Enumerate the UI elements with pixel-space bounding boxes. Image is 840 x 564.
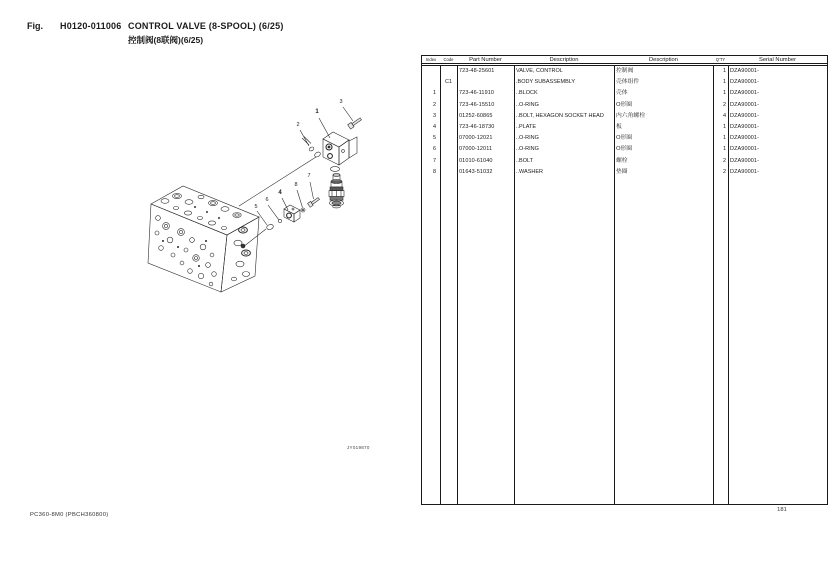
callout-6: 6: [265, 197, 269, 203]
cell-serial: DZA90001-: [730, 123, 760, 130]
cell-description-cn: 内六角螺栓: [616, 112, 645, 119]
header-description-cn: Description: [649, 56, 678, 63]
relief-valve-part: [329, 174, 344, 208]
cell-index: 7: [432, 157, 436, 164]
cell-serial: DZA90001-: [730, 146, 760, 153]
header-index: Index: [425, 57, 437, 62]
valve-artwork: [140, 85, 390, 300]
cell-description-en: ..BLOCK: [516, 90, 538, 97]
cell-part-number: 723-48-25601: [459, 68, 495, 74]
cell-code: [440, 88, 457, 99]
exploded-view-diagram: [140, 85, 390, 300]
cell-description-cn: O形圈: [616, 146, 633, 153]
o-ring-5-part: [266, 224, 274, 231]
cell-serial: DZA90001-: [730, 112, 760, 119]
table-row: [422, 66, 827, 77]
fig-number: H0120-011006: [60, 21, 122, 31]
cell-index: 4: [432, 123, 436, 130]
table-header: [422, 56, 827, 66]
header-qty: Q'TY: [715, 57, 726, 62]
cell-description-cn: O形圈: [616, 101, 633, 108]
cell-description-cn: 壳体: [616, 90, 628, 97]
cell-description-cn: 螺栓: [616, 157, 628, 164]
figure-title-en: CONTROL VALVE (8-SPOOL) (6/25): [128, 21, 284, 31]
body-subassembly-part: [323, 132, 357, 165]
cell-qty: 2: [722, 168, 726, 175]
cell-description-en: ..BOLT, HEXAGON SOCKET HEAD: [516, 112, 604, 119]
cell-part-number: 07000-12021: [459, 135, 493, 142]
cell-code: [440, 100, 457, 111]
cell-description-en: ..O-RING: [516, 146, 539, 153]
cell-description-cn: O形圈: [616, 135, 633, 142]
cell-part-number: 723-46-15510: [459, 101, 495, 108]
cell-serial: DZA90001-: [730, 157, 760, 164]
cell-code: [440, 111, 457, 122]
table-row: [422, 167, 827, 178]
cell-description-en: ..WASHER: [516, 168, 543, 175]
cell-description-cn: 垫圈: [616, 168, 628, 175]
figure-title-cn: 控制阀(8联阀)(6/25): [128, 35, 204, 45]
washer-8-part: [301, 208, 305, 212]
cell-index: 6: [432, 146, 436, 153]
cell-description-en: ..BOLT: [516, 157, 534, 164]
cell-code: [440, 122, 457, 133]
pin-o-rings-2-part: [302, 137, 321, 158]
cell-serial: DZA90001-: [730, 79, 760, 86]
cell-index: 1: [432, 90, 436, 97]
callout-8: 8: [294, 182, 298, 188]
callout-5: 5: [254, 204, 258, 210]
header-serial-number: Serial Number: [758, 56, 797, 63]
callout-3: 3: [339, 99, 343, 105]
cell-qty: 1: [722, 68, 726, 74]
cell-description-en: VALVE, CONTROL: [516, 68, 563, 74]
callout-1: 1: [315, 109, 319, 115]
cell-part-number: 723-46-11910: [459, 90, 495, 97]
bolt-3-part: [348, 117, 363, 129]
cell-description-cn: 板: [616, 123, 622, 130]
cell-part-number: [457, 77, 514, 88]
drawing-code: JY019870: [347, 445, 370, 450]
cell-serial: DZA90001-: [730, 135, 760, 142]
axis-line-upper: [239, 157, 316, 206]
cell-qty: 1: [722, 90, 726, 97]
cell-description-en: ..O-RING: [516, 135, 539, 142]
cell-index: 3: [432, 112, 436, 119]
cell-code: [440, 167, 457, 178]
cell-qty: 1: [722, 123, 726, 130]
cell-part-number: 01252-60865: [459, 112, 493, 119]
table-row: [422, 156, 827, 167]
cell-part-number: 07000-12011: [459, 146, 493, 153]
table-row: [422, 77, 827, 88]
table-row: [422, 100, 827, 111]
cell-qty: 1: [722, 79, 726, 86]
cell-qty: 4: [722, 112, 726, 119]
cell-index: 8: [432, 168, 436, 175]
fig-label: Fig.: [27, 21, 43, 31]
header-code: Code: [443, 57, 454, 62]
cell-code: C1: [444, 79, 453, 86]
cell-description-en: ..O-RING: [516, 101, 539, 108]
cell-serial: DZA90001-: [730, 90, 760, 97]
cell-index: 2: [432, 101, 436, 108]
cell-description-en: ..PLATE: [516, 123, 537, 130]
cell-code: [440, 156, 457, 167]
cell-index: [422, 77, 440, 88]
cell-qty: 2: [722, 101, 726, 108]
table-row: [422, 133, 827, 144]
callout-2: 2: [296, 122, 300, 128]
cell-code: [440, 144, 457, 155]
body-o-ring: [330, 167, 339, 172]
cell-part-number: 01010-61040: [459, 157, 493, 164]
block-4-part: [284, 205, 300, 222]
callout-4: 4: [278, 190, 282, 196]
header-part-number: Part Number: [469, 56, 502, 63]
cell-index: [422, 66, 440, 77]
cell-serial: DZA90001-: [730, 168, 760, 175]
cell-description-cn: 壳体组件: [616, 79, 640, 86]
cell-qty: 2: [722, 157, 726, 164]
cell-qty: 1: [722, 146, 726, 153]
parts-table: [421, 55, 828, 505]
cell-index: 5: [432, 135, 436, 142]
cell-code: [440, 133, 457, 144]
cell-part-number: 723-46-18730: [459, 123, 495, 130]
footer-model-code: PC360-8M0 (PBCH360800): [30, 512, 109, 518]
header-description-en: Description: [549, 56, 579, 63]
table-row: [422, 111, 827, 122]
table-row: [422, 88, 827, 99]
page-number: 181: [777, 507, 787, 513]
cell-part-number: 01643-51032: [459, 168, 493, 175]
cell-code: [440, 66, 457, 77]
main-valve-block: [148, 186, 259, 292]
cell-serial: DZA90001-: [730, 101, 760, 108]
o-ring-6-part: [278, 219, 281, 222]
table-row: [422, 122, 827, 133]
cell-serial: DZA90001-: [730, 68, 760, 74]
callout-7: 7: [307, 173, 311, 179]
cell-description-en: .BODY SUBASSEMBLY: [516, 79, 576, 86]
cell-qty: 1: [722, 135, 726, 142]
table-body: [422, 66, 827, 178]
bolt-7-part: [308, 197, 321, 208]
cell-description-cn: 控制阀: [616, 68, 634, 74]
table-row: [422, 144, 827, 155]
